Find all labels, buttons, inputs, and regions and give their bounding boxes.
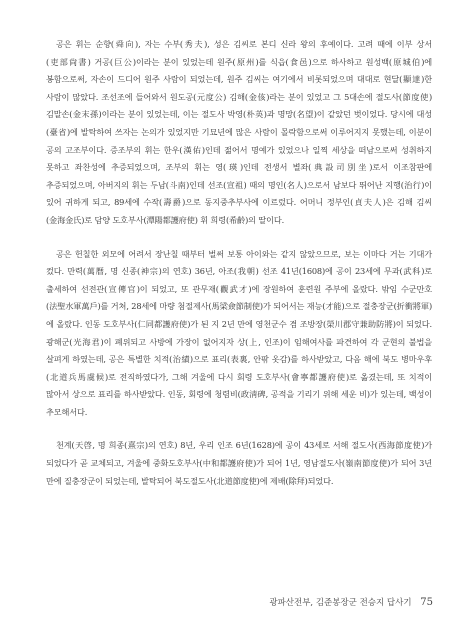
page-body xyxy=(46,36,432,506)
page-footer xyxy=(269,596,433,608)
running-title: 광파산전부, 김준봉장군 전승지 답사기 xyxy=(269,598,412,608)
page-number: 75 xyxy=(420,597,433,608)
paragraph-1: 공은 휘는 순향(舜向), 자는 수부(秀夫), 성은 김씨로 본디 신라 왕의 후예이다. 고려 때에 이부 상서(吏部尙書) 거공(巨公)이라는 분이 있었는데 원주(原州)를 식읍(食邑)으로 하사하고 원성백(原城伯)에 봉함으로써, 자손이 드디어 원주 사람이 되었는데, 원주 김씨는 여기에서 비롯되었으며 대대로 현달(顯達)한 사람이 많았다. 조선조에 들어와서 원도공(元度公) 김해(金侅)라는 분이 있었고 그 5대손에 절도사(節度使) 김말손(金末孫)이라는 분이 있었는데, 이는 절도사 박영(朴英)과 명망(名望)이 같았던 벗이었다. 당시에 대성(臺省)에 발탁하여 쓰자는 논의가 있었지만 기묘년에 많은 사람이 몰락함으로써 이루어지지 못했는데, 이분이 공의 고조부이다. 증조부의 휘는 한우(漢佑)인데 젊어서 명예가 있었으나 일찍 세상을 떠남으로써 성취하지 못하고 좌찬성에 추증되었으며, 조부의 휘는 영(瑛)인데 전생서 별좌(典設司別坐)로서 이조참판에 추증되었으며, 아버지의 휘는 두남(斗南)인데 선조(宣祖) 때의 명인(名人)으로서 남보다 뛰어난 지행(治行)이 있어 귀하게 되고, 89세에 수작(壽爵)으로 동지중추부사에 이르렀다. 어머니 정부인(貞夫人)은 김해 김씨(金海金氏)로 담양 도호부사(潭陽都護府使) 휘 희령(希齡)의 딸이다. xyxy=(46,39,432,225)
paragraph-3: 천계(天啓, 명 희종(熹宗)의 연호) 8년, 우리 인조 6년(1628)에 공이 43세로 서해 절도사(西海節度使)가 되었다가 곧 교체되고, 겨울에 중화도호부사(中和都護府使)가 되어 1년, 영남절도사(嶺南節度使)가 되어 3년 만에 질충장군이 되었는데, 발탁되어 북도절도사(北道節度使)에 제배(除拜)되었다. xyxy=(46,440,432,486)
paragraph-2: 공은 헌칠한 외모에 어려서 장난칠 때부터 벌써 보통 아이와는 같지 않았으므로, 보는 이마다 거는 기대가 컸다. 만력(萬曆, 명 신종(神宗)의 연호) 36년, 아조(我朝) 선조 41년(1608)에 공이 23세에 무과(武科)로 출세하여 선전관(宣傳官)이 되었고, 또 관무재(觀武才)에 장원하여 훈련원 주부에 올랐다. 밖임 수군만호(法聖水軍萬戶)를 거쳐, 28세에 마량 첨절제사(馬梁僉節制使)가 되어서는 재능(才能)으로 절충장군(折衝將軍)에 올랐다. 인동 도호부사(仁同都護府使)가 된 지 2년 만에 영천군수 겸 조방장(榮川郡守兼助防將)이 되었다. 광해군(光海君)이 폐위되고 사방에 가장이 없어지자 상(上, 인조)이 임해여사를 파견하여 각 군현의 불법을 살펴게 하였는데, 공은 특별한 치적(治績)으로 표리(表裏, 안팎 옷감)를 하사받았고, 다음 해에 북도 병마우후(北道兵馬虞候)로 전직하였다가, 그해 겨울에 다시 회령 도호부사(會寧都護府使)로 옮겼는데, 또 치적이 많아서 상으로 표리를 하사받았다. 인동, 회령에 청렴비(政淸碑, 공적을 기리기 위해 세운 비)가 있는데, 백성이 추모해서다. xyxy=(46,248,432,417)
